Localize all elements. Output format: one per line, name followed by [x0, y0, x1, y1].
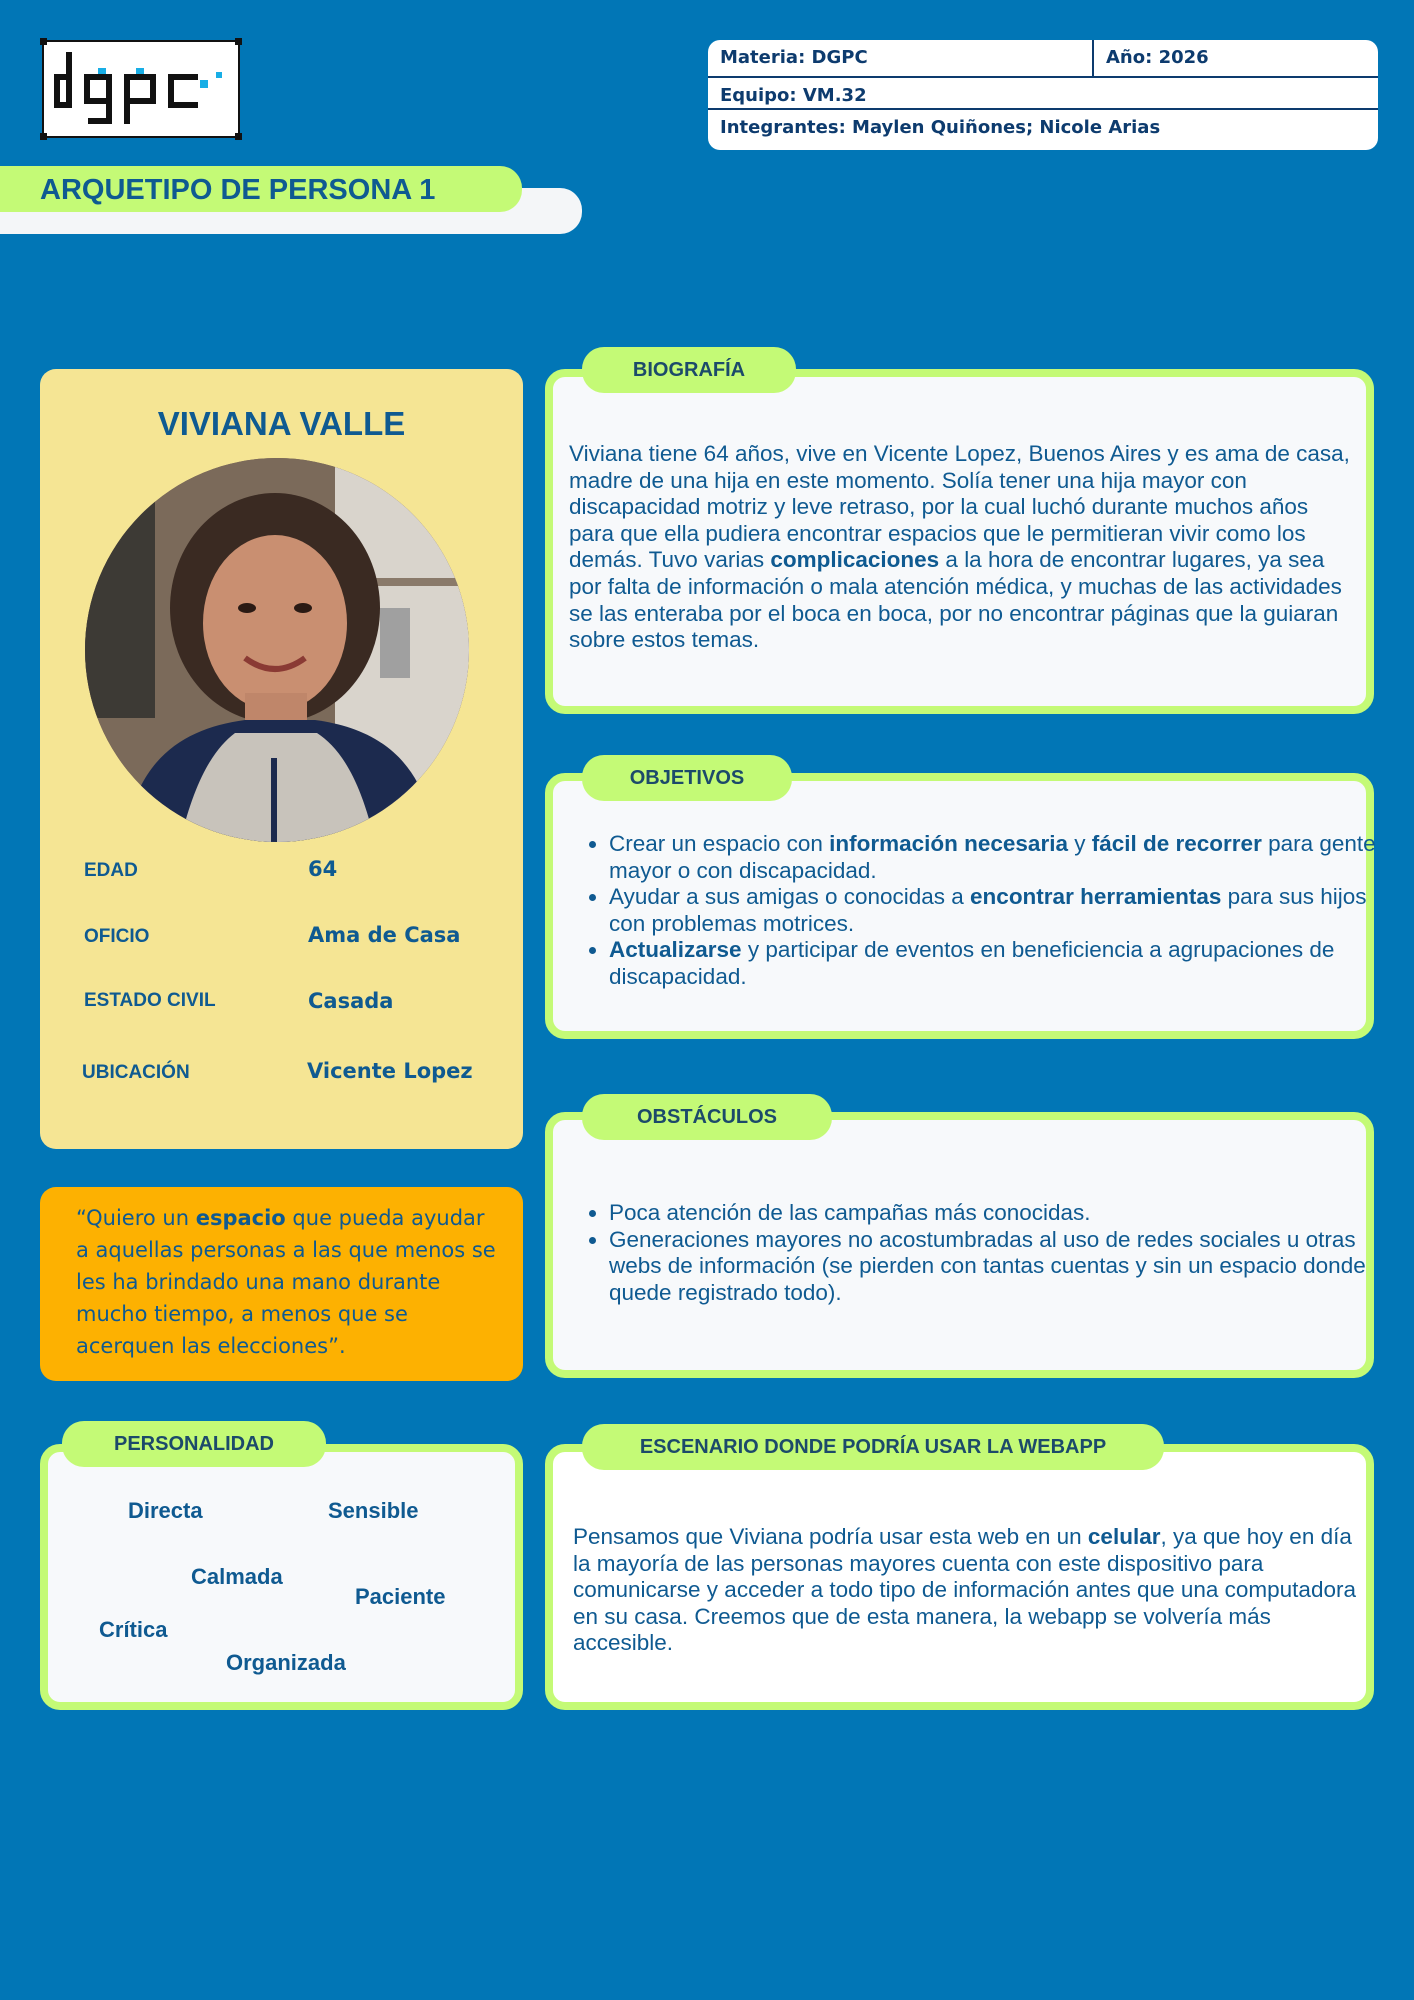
- edad-value: 64: [308, 857, 338, 881]
- ubicacion-value: Vicente Lopez: [307, 1059, 473, 1083]
- escenario-text: Pensamos que Viviana podría usar esta web en un celular, ya que hoy en día la mayoría de las personas mayores cuenta con este dispositivo para comunicarse y acceder a todo tipo de información antes que una computadora en su casa. Creemos que de esta manera, la webapp se volvería más accesible.: [573, 1524, 1356, 1656]
- objetivos-card: [545, 773, 1374, 1039]
- estado-civil-label: ESTADO CIVIL: [84, 990, 216, 1011]
- objetivos-tab: [582, 755, 792, 801]
- personalidad-card: [40, 1444, 523, 1710]
- obstaculos-tab: [582, 1094, 832, 1140]
- dgpc-logo: [42, 40, 240, 138]
- course-info-table: [708, 40, 1378, 150]
- escenario-label: ESCENARIO DONDE PODRÍA USAR LA WEBAPP: [639, 1436, 1107, 1458]
- trait-calmada: Calmada: [191, 1564, 283, 1589]
- estado-civil-value: Casada: [308, 989, 394, 1013]
- trait-directa: Directa: [128, 1498, 203, 1523]
- trait-critica: Crítica: [99, 1617, 168, 1642]
- equipo-text: Equipo: VM.32: [720, 85, 867, 106]
- escenario-card: [545, 1444, 1374, 1710]
- biografia-label: BIOGRAFÍA: [632, 359, 746, 381]
- portrait-photo-icon: [85, 458, 469, 842]
- title-banner: [0, 166, 522, 212]
- objetivos-list: [569, 831, 1379, 991]
- oficio-value: Ama de Casa: [308, 923, 461, 947]
- obstaculos-label: OBSTÁCULOS: [637, 1106, 777, 1128]
- page-title: ARQUETIPO DE PERSONA 1: [40, 174, 436, 206]
- objetivos-label: OBJETIVOS: [629, 767, 745, 789]
- biografia-tab: [582, 347, 796, 393]
- oficio-label: OFICIO: [84, 926, 150, 947]
- list-item: • Poca atención de las campañas más conocidas.: [609, 1200, 1389, 1227]
- integrantes-text: Integrantes: Maylen Quiñones; Nicole Arias: [720, 117, 1161, 138]
- materia-text: Materia: DGPC: [720, 47, 868, 68]
- obstaculos-list: [569, 1200, 1389, 1306]
- list-item: • Ayudar a sus amigas o conocidas a encontrar herramientas para sus hijos con problemas motrices.: [609, 884, 1379, 937]
- persona-quote: “Quiero un espacio que pueda ayudar a aquellas personas a las que menos se les ha brindado una mano durante mucho tiempo, a menos que se acerquen las elecciones”.: [76, 1206, 496, 1358]
- info-row-equipo: [708, 78, 1378, 110]
- dgpc-pixel-logo-icon: [50, 48, 232, 130]
- personalidad-label: PERSONALIDAD: [113, 1433, 274, 1455]
- list-item: • Generaciones mayores no acostumbradas al uso de redes sociales u otras webs de información (se pierden con tantas cuentas y sin un espacio donde quede registrado todo).: [609, 1227, 1389, 1307]
- personalidad-tab: [62, 1421, 326, 1467]
- info-row-integrantes: [708, 110, 1378, 150]
- list-item: • Actualizarse y participar de eventos en beneficiencia a agrupaciones de discapacidad.: [609, 937, 1379, 990]
- persona-name: VIVIANA VALLE: [157, 405, 406, 442]
- info-row-materia: [708, 40, 1378, 78]
- biografia-card: [545, 369, 1374, 714]
- trait-sensible: Sensible: [328, 1498, 419, 1523]
- ubicacion-label: UBICACIÓN: [82, 1062, 190, 1083]
- trait-paciente: Paciente: [355, 1584, 446, 1609]
- trait-organizada: Organizada: [226, 1650, 346, 1675]
- persona-quote-card: [40, 1187, 523, 1381]
- persona-card: [40, 369, 523, 1149]
- biografia-text: Viviana tiene 64 años, vive en Vicente Lopez, Buenos Aires y es ama de casa, madre de una hija en este momento. Solía tener una hija mayor con discapacidad motriz y leve retraso, por la cual luchó durante muchos años para que ella pudiera encontrar espacios que le permitieran vivir como los demás. Tuvo varias complicaciones a la hora de encontrar lugares, ya sea por falta de información o mala atención médica, y muchas de las actividades se las enteraba por el boca en boca, por no encontrar páginas que la guiaran sobre estos temas.: [569, 441, 1350, 653]
- anio-text: Año: 2026: [1106, 47, 1209, 68]
- list-item: • Crear un espacio con información necesaria y fácil de recorrer para gente mayor o con discapacidad.: [609, 831, 1379, 884]
- edad-label: EDAD: [84, 860, 138, 881]
- escenario-tab: [582, 1424, 1164, 1470]
- obstaculos-card: [545, 1112, 1374, 1378]
